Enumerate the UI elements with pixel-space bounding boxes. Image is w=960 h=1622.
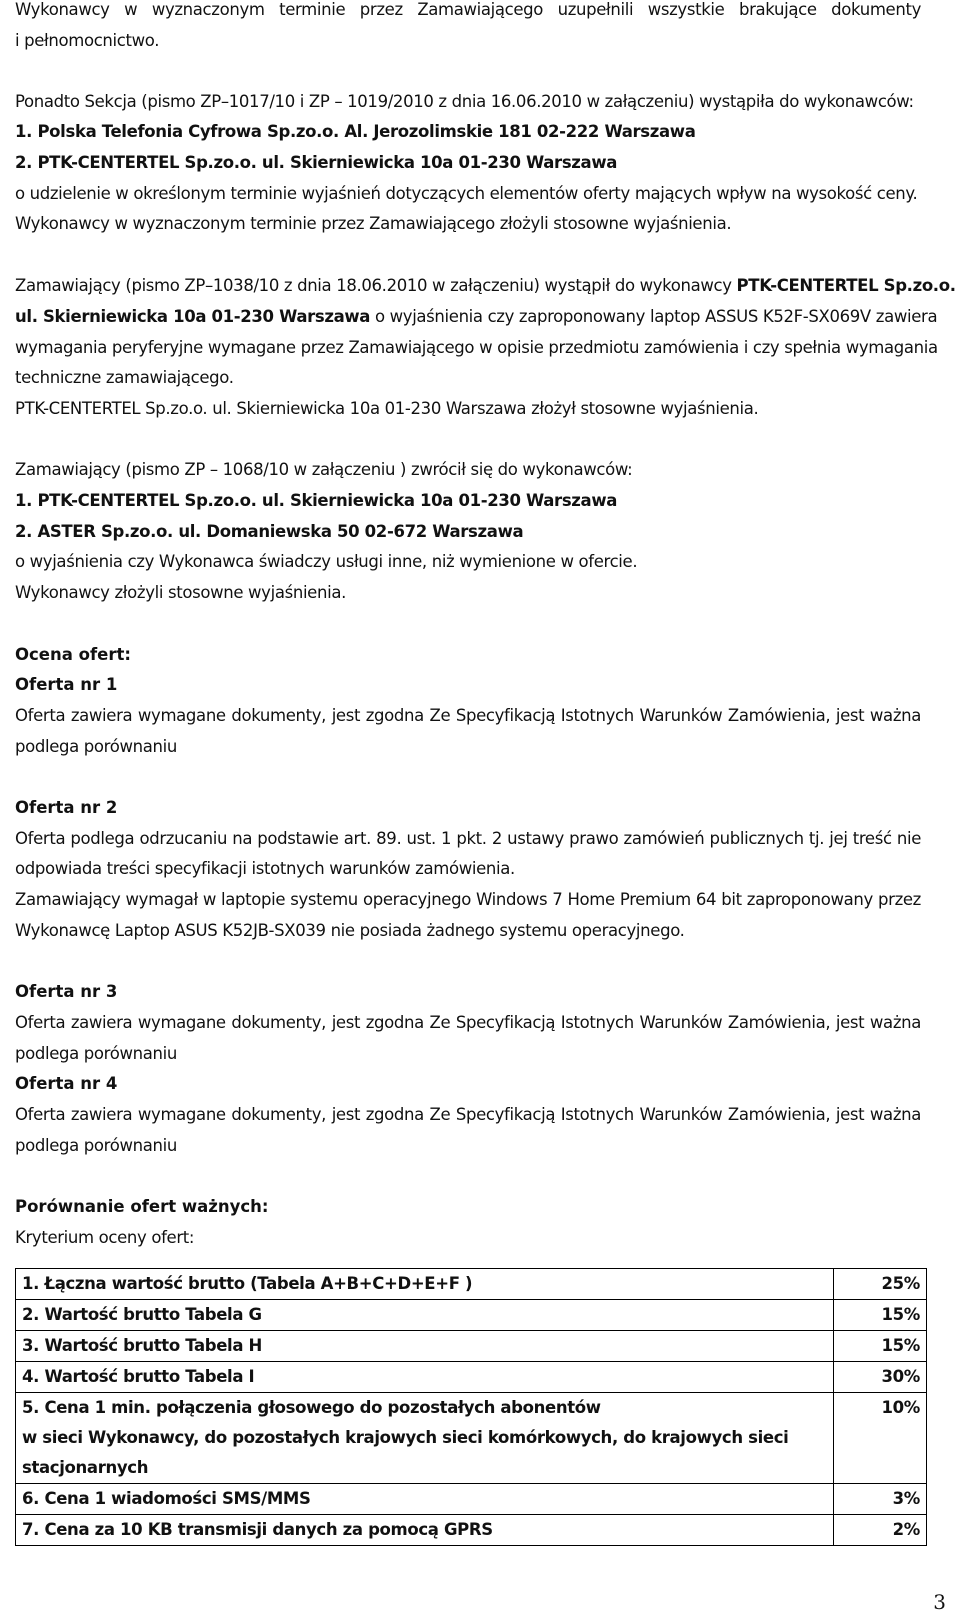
criterion-label: 1. Łączna wartość brutto (Tabela A+B+C+D+E+F ) <box>16 1269 834 1300</box>
criterion-weight: 30% <box>834 1362 927 1393</box>
criterion-label: 2. Wartość brutto Tabela G <box>16 1300 834 1331</box>
criterion-weight: 25% <box>834 1269 927 1300</box>
offer-heading: Oferta nr 2 <box>15 798 118 817</box>
table-row <box>16 1515 927 1546</box>
table-row <box>16 1331 927 1362</box>
table-row <box>16 1269 927 1300</box>
paragraph-line <box>15 276 956 296</box>
page-number: 3 <box>933 1590 946 1614</box>
paragraph-line: o wyjaśnienia czy Wykonawca świadczy usługi inne, niż wymienione w ofercie. <box>15 552 638 571</box>
paragraph-line: Ponadto Sekcja (pismo ZP–1017/10 i ZP – 1019/2010 z dnia 16.06.2010 w załączeniu) wystąpiła do wykonawców: <box>15 92 914 111</box>
table-row <box>16 1484 927 1515</box>
criterion-label-multiline <box>16 1393 834 1484</box>
paragraph-line: Wykonawcę Laptop ASUS K52JB-SX039 nie posiada żadnego systemu operacyjnego. <box>15 921 685 940</box>
contractor-line: 1. PTK-CENTERTEL Sp.zo.o. ul. Skierniewicka 10a 01-230 Warszawa <box>15 491 618 510</box>
paragraph-line: i pełnomocnictwo. <box>15 31 160 50</box>
section-heading: Ocena ofert: <box>15 645 131 664</box>
paragraph-line: techniczne zamawiającego. <box>15 368 234 387</box>
paragraph-line: Oferta zawiera wymagane dokumenty, jest zgodna Ze Specyfikacją Istotnych Warunków Zamówienia, jest ważna <box>15 1105 921 1124</box>
paragraph-line: Zamawiający (pismo ZP – 1068/10 w załączeniu ) zwrócił się do wykonawców: <box>15 460 633 479</box>
offer-heading: Oferta nr 4 <box>15 1074 118 1093</box>
contractor-line: 1. Polska Telefonia Cyfrowa Sp.zo.o. Al. Jerozolimskie 181 02-222 Warszawa <box>15 122 696 141</box>
paragraph-line: Wykonawcy w wyznaczonym terminie przez Zamawiającego złożyli stosowne wyjaśnienia. <box>15 214 732 233</box>
paragraph-line: Wykonawcy w wyznaczonym terminie przez Zamawiającego uzupełnili wszystkie brakujące dokumenty <box>15 0 921 19</box>
paragraph-line: odpowiada treści specyfikacji istotnych warunków zamówienia. <box>15 859 515 878</box>
text-run: o wyjaśnienia czy zaproponowany laptop ASSUS K52F-SX069V zawiera <box>370 307 938 326</box>
paragraph-line: Zamawiający wymagał w laptopie systemu operacyjnego Windows 7 Home Premium 64 bit zaproponowany przez <box>15 890 921 909</box>
offer-heading: Oferta nr 1 <box>15 675 118 694</box>
table-row <box>16 1362 927 1393</box>
criterion-label: 3. Wartość brutto Tabela H <box>16 1331 834 1362</box>
criteria-table <box>15 1268 927 1546</box>
paragraph-line: Oferta zawiera wymagane dokumenty, jest zgodna Ze Specyfikacją Istotnych Warunków Zamówienia, jest ważna <box>15 1013 921 1032</box>
criterion-label-cont: stacjonarnych <box>22 1458 149 1477</box>
criterion-label: 6. Cena 1 wiadomości SMS/MMS <box>16 1484 834 1515</box>
paragraph-line: podlega porównaniu <box>15 1136 177 1155</box>
text-run-bold: ul. Skierniewicka 10a 01-230 Warszawa <box>15 307 371 326</box>
text-run: Zamawiający (pismo ZP–1038/10 z dnia 18.06.2010 w załączeniu) wystąpił do wykonawcy <box>15 276 737 295</box>
table-row <box>16 1300 927 1331</box>
paragraph-line: Wykonawcy złożyli stosowne wyjaśnienia. <box>15 583 346 602</box>
criterion-label: 5. Cena 1 min. połączenia głosowego do pozostałych abonentów <box>22 1398 601 1417</box>
paragraph-line: podlega porównaniu <box>15 737 177 756</box>
criterion-weight: 15% <box>834 1331 927 1362</box>
paragraph-line: wymagania peryferyjne wymagane przez Zamawiającego w opisie przedmiotu zamówienia i czy spełnia wymagania <box>15 338 938 357</box>
subheading: Kryterium oceny ofert: <box>15 1228 195 1247</box>
paragraph-line: PTK-CENTERTEL Sp.zo.o. ul. Skierniewicka 10a 01-230 Warszawa złożył stosowne wyjaśnienia. <box>15 399 759 418</box>
table-row <box>16 1393 927 1484</box>
paragraph-line: podlega porównaniu <box>15 1044 177 1063</box>
criterion-weight: 3% <box>834 1484 927 1515</box>
section-heading: Porównanie ofert ważnych: <box>15 1197 269 1216</box>
criterion-label-cont: w sieci Wykonawcy, do pozostałych krajowych sieci komórkowych, do krajowych sieci <box>22 1428 789 1447</box>
paragraph-line: Oferta zawiera wymagane dokumenty, jest zgodna Ze Specyfikacją Istotnych Warunków Zamówienia, jest ważna <box>15 706 921 725</box>
paragraph-line: o udzielenie w określonym terminie wyjaśnień dotyczących elementów oferty mających wpływ na wysokość ceny. <box>15 184 918 203</box>
text-run-bold: PTK-CENTERTEL Sp.zo.o. <box>736 276 956 295</box>
criterion-weight: 10% <box>834 1393 927 1484</box>
criterion-label: 4. Wartość brutto Tabela I <box>16 1362 834 1393</box>
contractor-line: 2. ASTER Sp.zo.o. ul. Domaniewska 50 02-672 Warszawa <box>15 522 524 541</box>
criterion-weight: 2% <box>834 1515 927 1546</box>
paragraph-line <box>15 307 938 327</box>
contractor-line: 2. PTK-CENTERTEL Sp.zo.o. ul. Skierniewicka 10a 01-230 Warszawa <box>15 153 618 172</box>
paragraph-line: Oferta podlega odrzucaniu na podstawie art. 89. ust. 1 pkt. 2 ustawy prawo zamówień publicznych tj. jej treść nie <box>15 829 921 848</box>
criterion-weight: 15% <box>834 1300 927 1331</box>
criterion-label: 7. Cena za 10 KB transmisji danych za pomocą GPRS <box>16 1515 834 1546</box>
offer-heading: Oferta nr 3 <box>15 982 118 1001</box>
